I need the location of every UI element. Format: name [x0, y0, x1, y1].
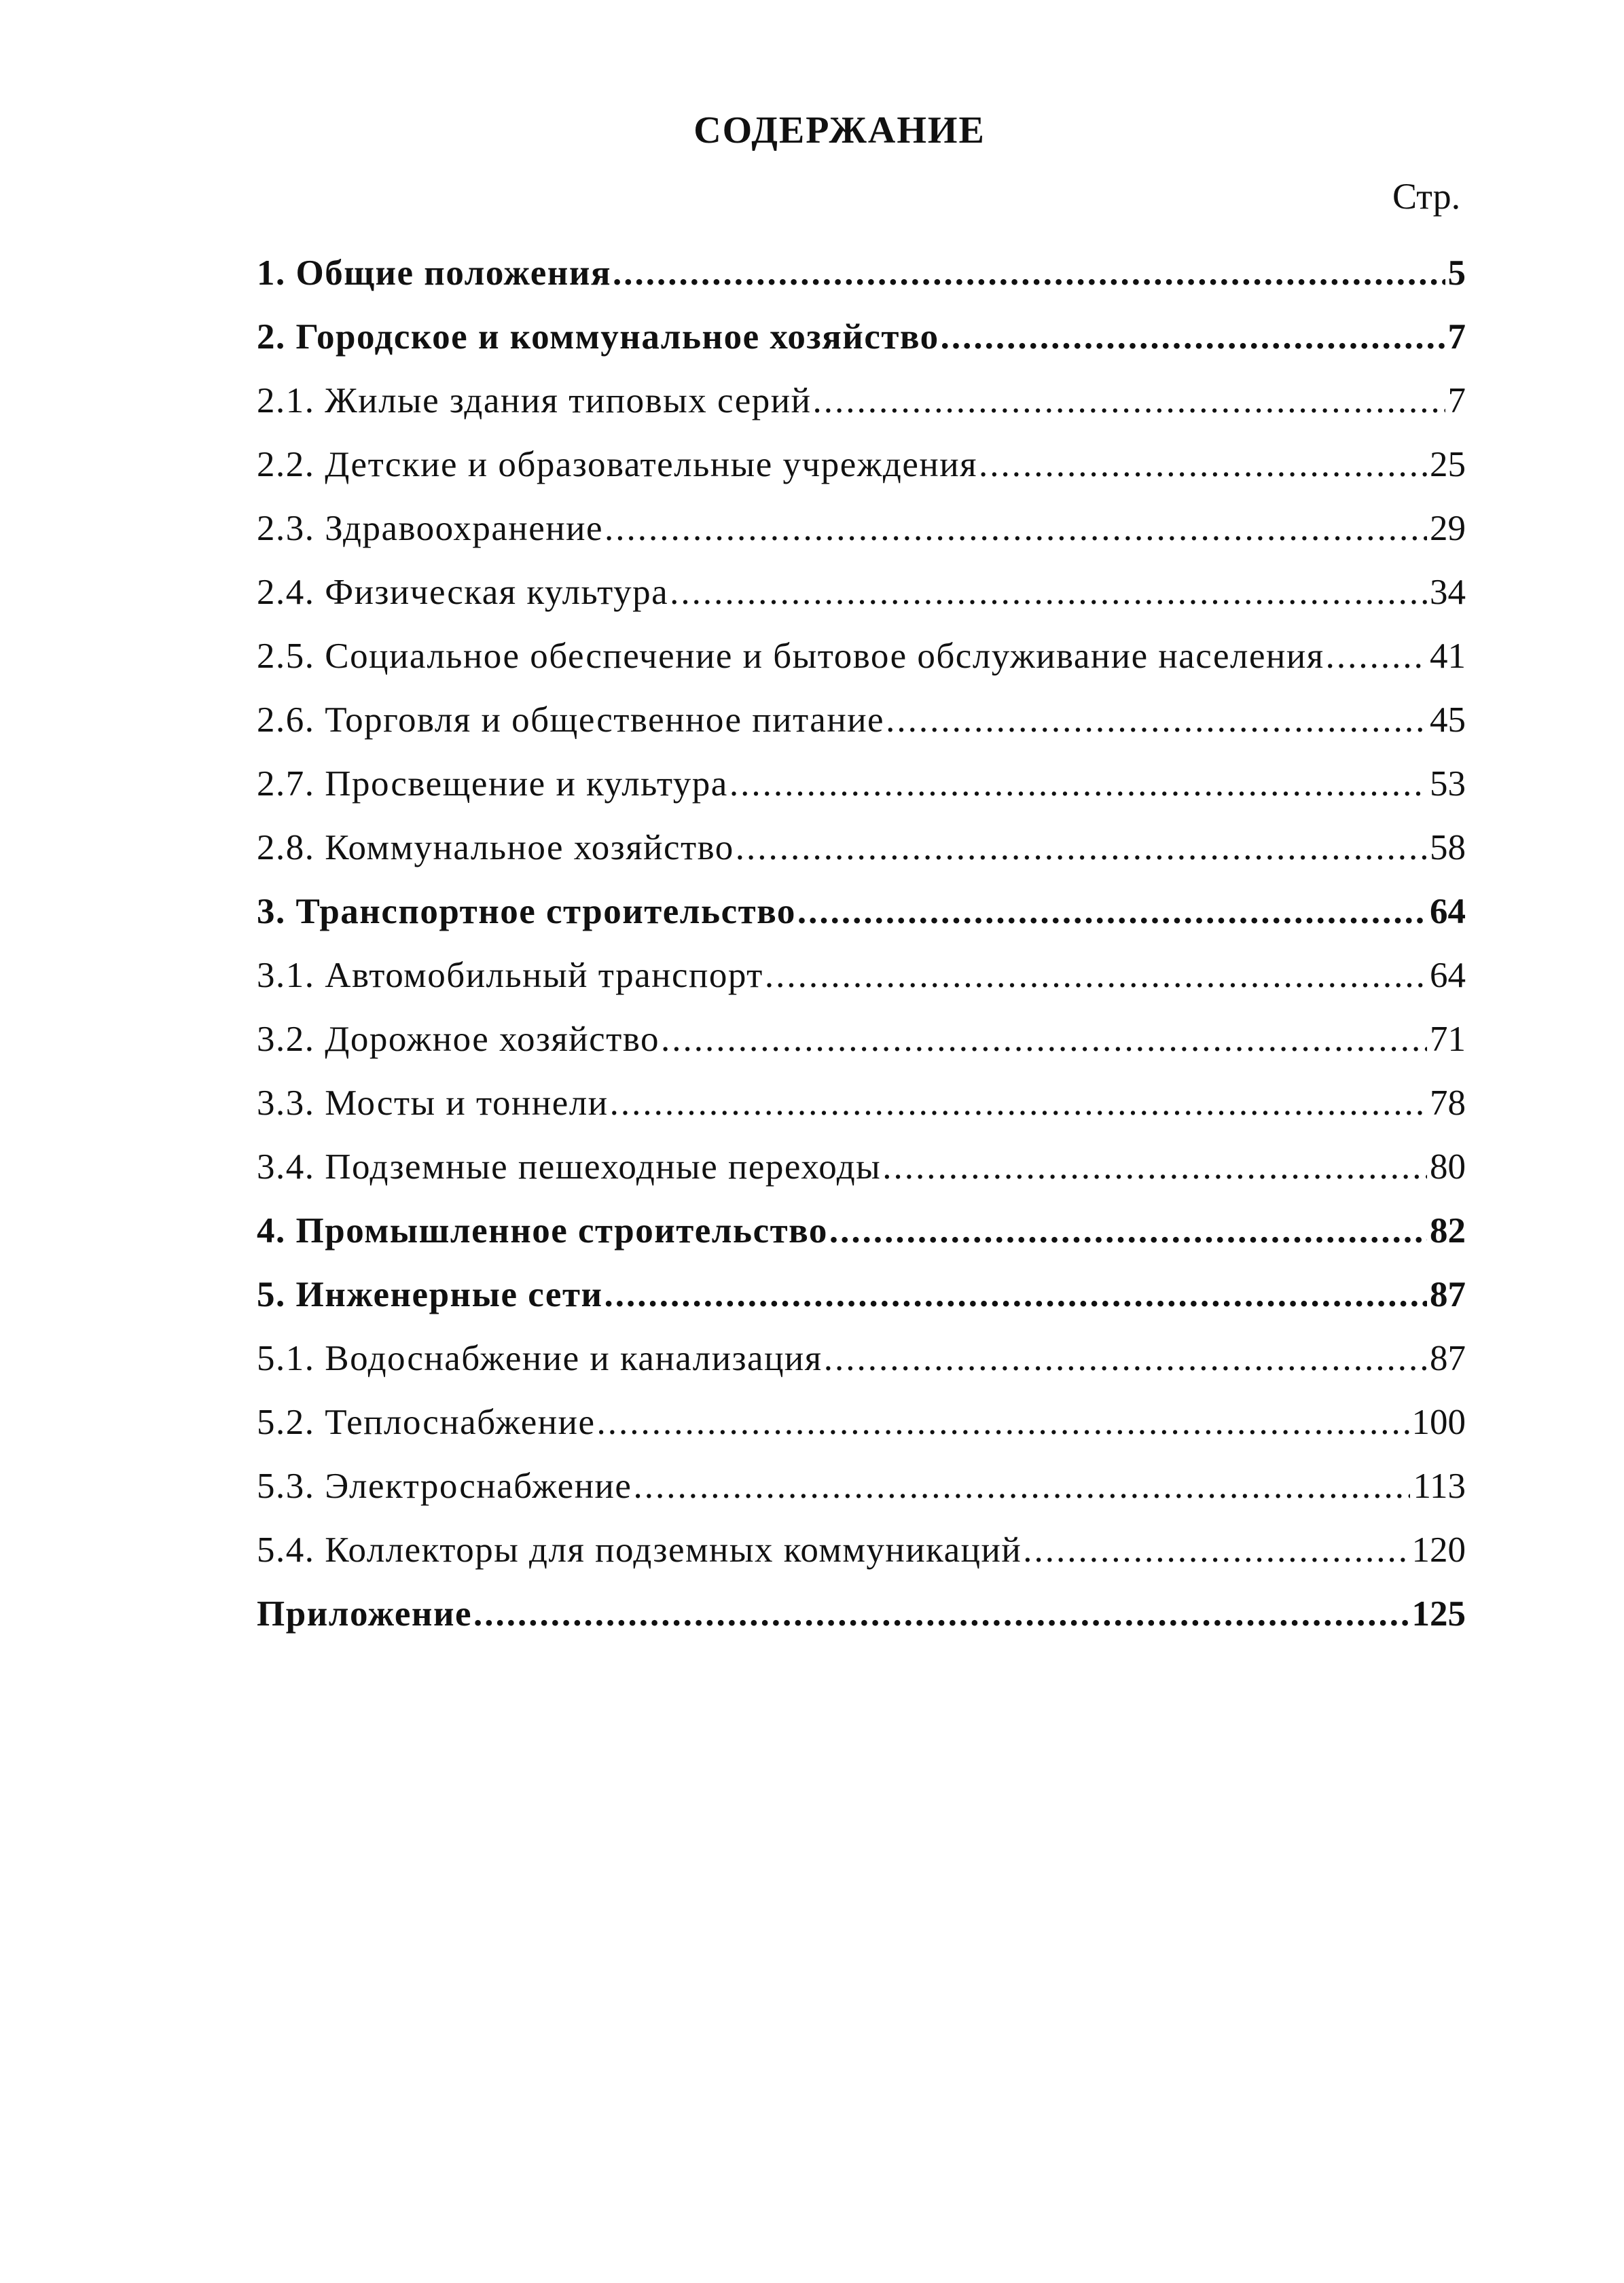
toc-leader-dots — [729, 752, 1427, 816]
toc-entry-page: 5 — [1447, 253, 1466, 293]
toc-entry-page: 71 — [1430, 1020, 1466, 1059]
toc-leader-dots — [1326, 624, 1427, 688]
toc-entry[interactable] — [257, 305, 1466, 369]
toc-entry[interactable] — [257, 1327, 1466, 1390]
toc-leader-dots — [1023, 1518, 1409, 1582]
page-title: СОДЕРЖАНИЕ — [693, 109, 986, 151]
toc-entry-page: 45 — [1430, 700, 1466, 740]
toc-leader-dots — [824, 1327, 1427, 1390]
toc-entry-label: 5.1. Водоснабжение и канализация — [257, 1339, 823, 1378]
toc-entry-page: 113 — [1413, 1467, 1466, 1506]
toc-leader-dots — [597, 1390, 1409, 1454]
toc-leader-dots — [886, 688, 1427, 752]
toc-leader-dots — [941, 305, 1445, 369]
toc-entry[interactable] — [257, 1007, 1466, 1071]
toc-entry-page: 80 — [1430, 1147, 1466, 1187]
toc-leader-dots — [633, 1454, 1410, 1518]
toc-entry[interactable] — [257, 1135, 1466, 1199]
toc-leader-dots — [670, 560, 1427, 624]
toc-entry[interactable] — [257, 752, 1466, 816]
toc-entry-page: 41 — [1430, 636, 1466, 676]
toc-entry-page: 58 — [1430, 828, 1466, 867]
toc-entry[interactable] — [257, 1263, 1466, 1327]
toc-entry-label: Приложение — [257, 1594, 473, 1634]
toc-entry-page: 78 — [1430, 1083, 1466, 1123]
toc-entry[interactable] — [257, 497, 1466, 560]
toc-entry-page: 125 — [1411, 1594, 1466, 1634]
toc-entry-page: 29 — [1430, 509, 1466, 548]
toc-leader-dots — [797, 880, 1427, 943]
toc-entry-page: 7 — [1447, 381, 1466, 420]
toc-entry[interactable] — [257, 369, 1466, 433]
toc-entry-label: 5.2. Теплоснабжение — [257, 1403, 596, 1442]
toc-entry-label: 3.2. Дорожное хозяйство — [257, 1020, 660, 1059]
toc-entry-label: 2.3. Здравоохранение — [257, 509, 603, 548]
toc-entry[interactable] — [257, 816, 1466, 880]
toc-entry-page: 25 — [1430, 445, 1466, 484]
toc-leader-dots — [736, 816, 1427, 880]
toc-entry-page: 34 — [1430, 573, 1466, 612]
toc-entry-label: 4. Промышленное строительство — [257, 1211, 828, 1251]
page-column-label: Стр. — [1392, 176, 1461, 217]
toc-entry[interactable] — [257, 1518, 1466, 1582]
toc-leader-dots — [882, 1135, 1427, 1199]
toc-leader-dots — [829, 1199, 1427, 1263]
toc-leader-dots — [979, 433, 1427, 497]
toc-leader-dots — [812, 369, 1445, 433]
toc-entry[interactable] — [257, 1582, 1466, 1646]
toc-entry[interactable] — [257, 560, 1466, 624]
toc-entry[interactable] — [257, 433, 1466, 497]
toc-entry-page: 64 — [1430, 892, 1466, 931]
toc-entry-label: 2.8. Коммунальное хозяйство — [257, 828, 734, 867]
toc-entry-page: 7 — [1447, 317, 1466, 357]
toc-entry[interactable] — [257, 624, 1466, 688]
toc-entry[interactable] — [257, 1199, 1466, 1263]
toc-entry-label: 3. Транспортное строительство — [257, 892, 796, 931]
toc-entry[interactable] — [257, 241, 1466, 305]
toc-entry[interactable] — [257, 880, 1466, 943]
toc-entry-page: 87 — [1430, 1275, 1466, 1314]
toc-entry-page: 120 — [1411, 1530, 1466, 1570]
toc-entry-label: 2.6. Торговля и общественное питание — [257, 700, 885, 740]
toc-leader-dots — [661, 1007, 1427, 1071]
toc-entry-label: 5. Инженерные сети — [257, 1275, 603, 1314]
toc-leader-dots — [765, 943, 1427, 1007]
toc-leader-dots — [605, 497, 1427, 560]
toc-entry-page: 82 — [1430, 1211, 1466, 1251]
toc-entry[interactable] — [257, 1390, 1466, 1454]
toc-entry-label: 2.7. Просвещение и культура — [257, 764, 728, 804]
table-of-contents — [257, 241, 1466, 1646]
toc-entry-page: 100 — [1411, 1403, 1466, 1442]
toc-entry-label: 2.2. Детские и образовательные учреждения — [257, 445, 977, 484]
toc-entry-label: 1. Общие положения — [257, 253, 612, 293]
toc-entry-page: 53 — [1430, 764, 1466, 804]
toc-entry-label: 2.4. Физическая культура — [257, 573, 669, 612]
toc-entry[interactable] — [257, 1071, 1466, 1135]
toc-entry-label: 5.4. Коллекторы для подземных коммуникаций — [257, 1530, 1022, 1570]
toc-entry-label: 3.1. Автомобильный транспорт — [257, 956, 763, 995]
toc-entry-label: 3.3. Мосты и тоннели — [257, 1083, 609, 1123]
toc-entry-label: 5.3. Электроснабжение — [257, 1467, 632, 1506]
toc-entry[interactable] — [257, 943, 1466, 1007]
toc-leader-dots — [610, 1071, 1427, 1135]
toc-entry-page: 87 — [1430, 1339, 1466, 1378]
toc-entry-label: 3.4. Подземные пешеходные переходы — [257, 1147, 882, 1187]
toc-entry[interactable] — [257, 1454, 1466, 1518]
toc-entry-label: 2. Городское и коммунальное хозяйство — [257, 317, 939, 357]
toc-leader-dots — [605, 1263, 1427, 1327]
toc-leader-dots — [613, 241, 1445, 305]
toc-entry[interactable] — [257, 688, 1466, 752]
toc-entry-label: 2.1. Жилые здания типовых серий — [257, 381, 812, 420]
toc-entry-page: 64 — [1430, 956, 1466, 995]
toc-entry-label: 2.5. Социальное обеспечение и бытовое обслуживание населения — [257, 636, 1324, 676]
toc-leader-dots — [473, 1582, 1409, 1646]
